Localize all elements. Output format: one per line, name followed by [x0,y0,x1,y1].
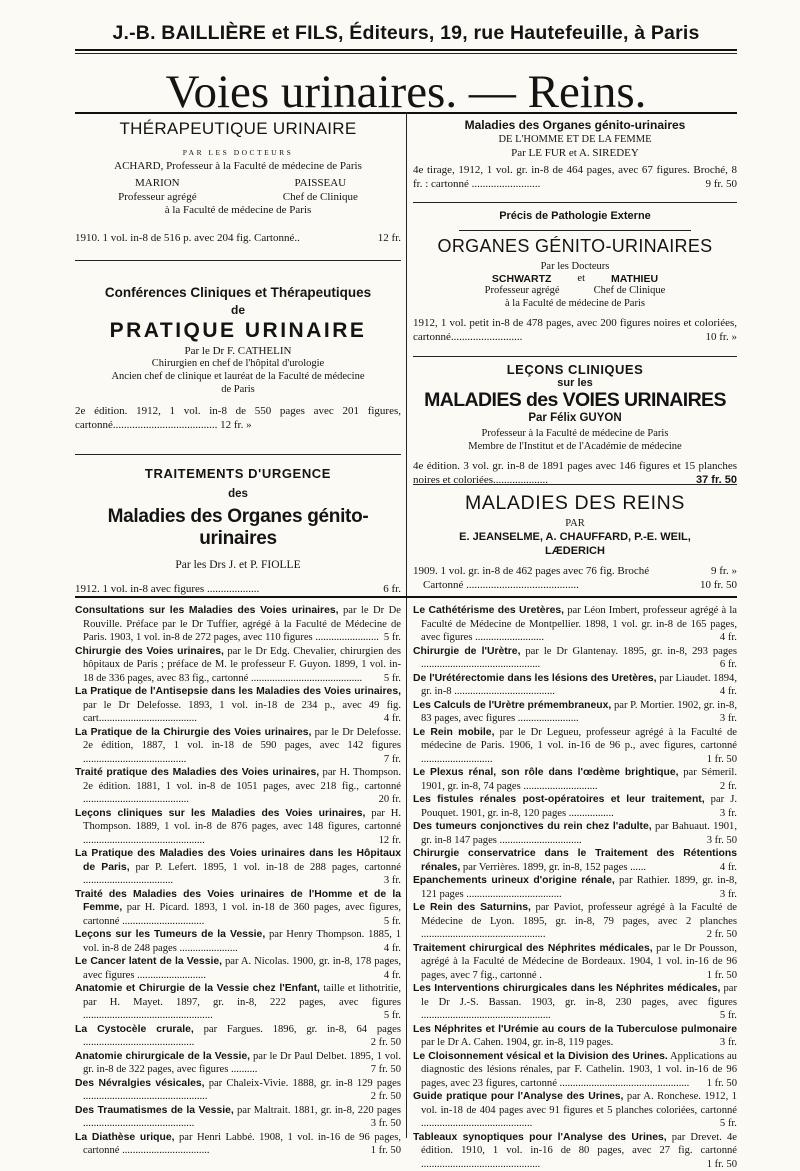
entry-title: Le Cloisonnement vésical et la Division des Urines. [413,1051,668,1062]
divider [75,260,401,261]
ad-details: 4e tirage, 1912, 1 vol. gr. in-8 de 464 pages, avec 67 figures. Broché, 8 fr. : cartonné ......................... 9 fr. 50 [413,163,737,191]
catalogue-entry [413,1131,737,1171]
ad-author: ACHARD, Professeur à la Faculté de médecine de Paris [75,160,401,173]
catalogue-entry [75,604,401,645]
catalogue-entry [75,1050,401,1077]
header-rule-top [75,49,737,51]
ad-price: 10 fr. 50 [700,578,737,592]
ad-faculty: à la Faculté de médecine de Paris [75,204,401,217]
entry-text: par le Dr Edg. Chevalier, chirurgien des hôpitaux de Paris ; préface de M. le professeur F. Guyon. 1899, 1 vol. in-18 de 336 pages, avec 83 fig., cartonné .......................................... [83,646,401,684]
main-title: Voies urinaires. — Reins. [75,66,737,118]
publisher-header: J.-B. BAILLIÈRE et FILS, Éditeurs, 19, rue Hautefeuille, à Paris [75,22,737,45]
entry-title: Les Calculs de l'Urètre prémembraneux, [413,700,611,711]
coauthor-name: PAISSEAU [283,176,358,190]
entry-title: Leçons cliniques sur les Maladies des Voies urinaires, [75,808,365,819]
entry-price: 3 fr. [728,888,737,902]
ad-pretitle: Conférences Cliniques et Thérapeutiques [75,284,401,301]
ad-lecons-cliniques [413,362,737,487]
entry-title: Guide pratique pour l'Analyse des Urines, [413,1091,623,1102]
entry-text: par Bahuaut. 1901, gr. in-8 147 pages ............................... [421,821,737,846]
ad-details: 1910. 1 vol. in-8 de 516 p. avec 204 fig. Cartonné.. 12 fr. [75,231,401,245]
entry-text: par Verrières. 1899, gr. in-8, 152 pages ...... [460,862,646,873]
entry-price: 20 fr. [387,793,401,807]
catalogue-entry [75,847,401,888]
entry-title: De l'Urétérectomie dans les lésions des Uretères, [413,673,657,684]
entry-price: 3 fr. [728,807,737,821]
entry-price: 3 fr. [728,1036,737,1050]
entry-text: par Drevet. 4e édition. 1910, 1 vol. in-16 de 80 pages, avec 27 fig. cartonné ............................................. [421,1132,737,1170]
entry-title: La Cystocèle crurale, [75,1024,194,1035]
ad-authors: LÆDERICH [413,544,737,558]
entry-title: Le Cancer latent de la Vessie, [75,956,222,967]
entry-title: Le Cathétérisme des Uretères, [413,605,564,616]
ad-price: 10 fr. » [706,330,737,344]
ad-price: 12 fr. » [220,419,251,431]
catalogue-entry [413,847,737,874]
entry-text: par le Dr Glantenay. 1895, gr. in-8, 293 pages ............................................. [421,646,737,671]
entry-text: par le Dr Delefosse. 1893, 1 vol. in-18 de 234 p., avec 49 fig. cart..................................... [83,700,401,725]
entry-text: par Henri Labbé. 1908, 1 vol. in-16 de 96 pages, cartonné ................................. [83,1132,401,1157]
ad-pratique-urinaire [75,284,401,432]
entry-price: 7 fr. [392,753,401,767]
catalogue-page [75,0,737,1146]
entries-list-right [413,604,737,1171]
entry-price: 1 fr. 50 [715,1077,737,1091]
entry-text: par H. Thompson. 2e édition. 1881, 1 vol. in-8 de 1051 pages, avec 218 fig., cartonné ........................................ [83,767,401,805]
ad-role: de Paris [75,383,401,396]
entry-title: Tableaux synoptiques pour l'Analyse des Urines, [413,1132,667,1143]
entry-title: La Diathèse urique, [75,1132,175,1143]
ad-traitements-urgence [75,466,401,596]
ad-title: THÉRAPEUTIQUE URINAIRE [75,118,401,140]
entry-title: Les Néphrites et l'Urémie au cours de la Tuberculose pulmonaire [413,1024,737,1035]
ad-role: Chirurgien en chef de l'hôpital d'urologie [75,357,401,370]
catalogue-entry [75,1131,401,1158]
catalogue-entry [75,685,401,726]
entry-text: par Sémeril. 1901, gr. in-8, 74 pages ............................ [421,767,737,792]
entry-title: Le Rein mobile, [413,727,494,738]
entry-title: Consultations sur les Maladies des Voies urinaires, [75,605,339,616]
catalogue-entry [75,888,401,929]
coauthor-role: Chef de Clinique [283,190,358,204]
ad-subtitle: Maladies des Organes génito-urinaires [75,506,401,550]
entry-title: La Pratique de la Chirurgie des Voies urinaires, [75,727,311,738]
coauthor-name: MATHIEU [611,273,658,285]
entry-title: Traité des Maladies des Voies urinaires de l'Homme et de la Femme, [75,889,401,914]
entry-title: Des Traumatismes de la Vessie, [75,1105,234,1116]
ad-details: 1912, 1 vol. petit in-8 de 478 pages, avec 200 figures noires et coloriées, cartonné.......................... 10 fr. » [413,316,737,344]
ad-coauthors [75,176,401,204]
coauthor-name: SCHWARTZ [492,273,552,285]
catalogue-entry [413,645,737,672]
coauthor-role: Professeur agrégé [118,190,197,204]
entry-title: Leçons sur les Tumeurs de la Vessie, [75,929,265,940]
ad-price: 6 fr. [383,582,401,596]
entry-text: par J. Pouquet. 1901, gr. in-8, 120 pages ................. [421,794,737,819]
entry-title: Anatomie chirurgicale de la Vessie, [75,1051,250,1062]
entry-title: Chirurgie de l'Urètre, [413,646,520,657]
entry-title: Traité pratique des Maladies des Voies urinaires, [75,767,319,778]
ad-maladies-reins [413,492,737,592]
catalogue-entry [413,874,737,901]
entry-price: 5 fr. [392,1009,401,1023]
entry-title: La Pratique des Maladies des Voies urinaires dans les Hôpitaux de Paris, [75,848,401,873]
ad-des: des [75,488,401,500]
entry-title: Des tumeurs conjonctives du rein chez l'adulte, [413,821,652,832]
entry-price: 2 fr. 50 [715,928,737,942]
ad-coauthor-roles: Professeur agrégé Chef de Clinique [413,285,737,297]
entry-text: par Rathier. 1899, gr. in-8, 121 pages .................................... [421,875,737,900]
ad-author: Par le Dr F. CATHELIN [75,345,401,357]
catalogue-entry [413,604,737,645]
ad-de: de [75,303,401,317]
ad-role: Professeur à la Faculté de médecine de Paris [413,427,737,440]
right-ads-column [413,112,737,596]
entry-title: Chirurgie des Voies urinaires, [75,646,224,657]
column-divider-bottom [406,598,407,1138]
ad-details: Cartonné ......................................... 10 fr. 50 [413,578,737,592]
ad-sur: sur les [413,377,737,389]
entry-title: Les Interventions chirurgicales dans les Néphrites médicales, [413,983,720,994]
catalogue-entry [75,1104,401,1131]
entry-text: Applications au diagnostic des lésions rénales, par F. Cathelin. 1903, 1 vol. in-16 de 96 pages, avec 23 figures, cartonné ................................................. [421,1051,737,1089]
entry-title: Le Plexus rénal, son rôle dans l'œdème brightique, [413,767,679,778]
entry-text: par A. Ronchese. 1912, 1 vol. in-18 de 404 pages avec 91 figures et 5 planches coloriées, cartonné .......................................... [421,1091,737,1129]
ad-title: TRAITEMENTS D'URGENCE [75,466,401,481]
ad-pretitle: Précis de Pathologie Externe [413,210,737,222]
entry-text: par P. Lefert. 1895, 1 vol. in-18 de 288 pages, cartonné .................................. [83,862,401,887]
ad-price: 12 fr. [378,231,401,245]
catalogue-entry [75,1023,401,1050]
entry-price: 5 fr. [728,1117,737,1131]
catalogue-entry [75,1077,401,1104]
entry-text: par H. Picard. 1893, 1 vol. in-18 de 360 pages, avec figures, cartonné ............................... [83,902,401,927]
entry-text: par le Dr A. Cahen. 1904, gr. in-8, 119 pages. [421,1037,613,1048]
ad-price: 9 fr. 50 [706,177,737,191]
ad-title: MALADIES des VOIES URINAIRES [413,389,737,412]
ad-maladies-organes [413,118,737,191]
entry-text: par le Dr Pousson, agrégé à la Faculté de Médecine de Bordeaux. 1904, 1 vol. in-16 de 96 pages, avec 7 fig., cartonné . [421,943,737,981]
ad-organes-genito [413,210,737,344]
entry-text: par Chaleix-Vivie. 1888, gr. in-8 129 pages ............................................... [83,1078,401,1103]
ad-subtitle: DE L'HOMME ET DE LA FEMME [413,133,737,146]
entry-text: par Léon Imbert, professeur agrégé à la Faculté de Médecine de Montpellier. 1898, 1 vol. gr. in-8 de 165 pages, avec figures .......................... [421,605,737,643]
entry-title: Traitement chirurgical des Néphrites médicales, [413,943,653,954]
entry-title: Le Rein des Saturnins, [413,902,531,913]
catalogue-entry [75,982,401,1023]
ad-title: PRATIQUE URINAIRE [75,319,401,343]
entry-title: Les fistules rénales post-opératoires et leur traitement, [413,794,705,805]
entry-text: par le Dr Delefosse. 2e édition, 1887, 1 vol. in-18 de 590 pages, avec 142 figures ....................................... [83,727,401,765]
catalogue-entry [413,672,737,699]
entry-price: 2 fr. 50 [379,1036,401,1050]
ad-role: Ancien chef de clinique et lauréat de la Faculté de médecine [75,370,401,383]
ad-par: PAR [413,517,737,530]
entry-price: 4 fr. [728,685,737,699]
entry-price: 5 fr. [728,1009,737,1023]
catalogue-entry [413,699,737,726]
entry-text: par Liaudet. 1894, gr. in-8 ...................................... [421,673,737,698]
entry-price: 4 fr. [728,631,737,645]
catalogue-entry [413,793,737,820]
entry-title: Chirurgie conservatrice dans le Traitement des Rétentions rénales, [413,848,737,873]
entry-text: par Paviot, professeur agrégé à la Faculté de Médecine de Lyon. 1895, gr. in-8, 79 pages, avec 2 planches ............................................... [421,902,737,940]
catalogue-entry [75,955,401,982]
entry-price: 4 fr. [728,861,737,875]
catalogue-entry [413,766,737,793]
entry-price: 1 fr. 50 [715,969,737,983]
catalogue-entry [75,645,401,686]
ad-faculty: à la Faculté de médecine de Paris [413,297,737,310]
coauthor-name: MARION [118,176,197,190]
catalogue-entry [75,928,401,955]
entry-text: par Henry Thompson. 1885, 1 vol. in-8 de 248 pages ...................... [83,929,401,954]
ad-title: MALADIES DES REINS [413,492,737,515]
ad-details: 2e édition. 1912, 1 vol. in-8 de 550 pages avec 201 figures, cartonné...................................... 12 fr. » [75,404,401,432]
entry-price: 12 fr. [387,834,401,848]
catalogue-entry [413,726,737,767]
catalogue-entry [413,982,737,1023]
entry-text: par le Dr J.-S. Bassan. 1903, gr. in-8, 230 pages, avec figures ................................................. [421,983,737,1021]
entry-text: par le Dr Legueu, professeur agrégé à la Faculté de médecine de Paris. 1906, 1 vol. in-16 de 96 p., avec figures, cartonné ........................... [421,727,737,765]
ad-author: Par Félix GUYON [413,412,737,424]
ad-details: 1909. 1 vol. gr. in-8 de 462 pages avec 76 fig. Broché 9 fr. » [413,564,737,578]
entry-text: par H. Thompson. 1889, 1 vol. in-8 de 876 pages, avec 148 figures, cartonné .............................................. [83,808,401,846]
catalogue-entry [413,1050,737,1091]
entry-price: 5 fr. [392,672,401,686]
entries-left-column [75,604,401,1158]
entry-price: 1 fr. 50 [715,1158,737,1171]
entry-text: par P. Mortier. 1902, gr. in-8, 83 pages, avec figures ....................... [421,700,737,725]
catalogue-entry [413,820,737,847]
entry-text: par Fargues. 1896, gr. in-8, 64 pages .......................................... [83,1024,401,1049]
entry-price: 3 fr. [392,874,401,888]
entry-text: par le Dr Paul Delbet. 1895, 1 vol. gr. in-8 de 322 pages, avec figures .......... [83,1051,401,1076]
entry-price: 4 fr. [392,942,401,956]
entry-price: 6 fr. [728,658,737,672]
entry-text: par Maltrait. 1881, gr. in-8, 220 pages .......................................... [83,1105,401,1130]
entry-price: 1 fr. 50 [379,1144,401,1158]
ad-title: ORGANES GÉNITO-URINAIRES [413,236,737,257]
left-ads-column [75,112,401,596]
entry-title: La Pratique de l'Antisepsie dans les Maladies des Voies urinaires, [75,686,401,697]
ad-author: Par LE FUR et A. SIREDEY [413,147,737,159]
catalogue-entry [413,1090,737,1131]
entry-price: 3 fr. 50 [715,834,737,848]
entry-price: 4 fr. [392,712,401,726]
catalogue-entry [413,901,737,942]
entry-price: 2 fr. 50 [379,1090,401,1104]
ad-title: Maladies des Organes génito-urinaires [413,118,737,133]
ad-par: PAR LES DOCTEURS [75,148,401,157]
entry-price: 3 fr. 50 [379,1117,401,1131]
ad-pretitle: LEÇONS CLINIQUES [413,362,737,377]
column-divider-top [406,112,407,596]
entry-price: 4 fr. [392,969,401,983]
divider [413,356,737,357]
entry-price: 1 fr. 50 [715,753,737,767]
entry-price: 3 fr. [728,712,737,726]
catalogue-entry [75,726,401,767]
entry-title: Epanchements urineux d'origine rénale, [413,875,615,886]
entries-list-left [75,604,401,1158]
entry-price: 5 fr. [392,915,401,929]
catalogue-entry [413,1023,737,1050]
entry-price: 2 fr. [728,780,737,794]
divider [75,454,401,455]
ad-role: Membre de l'Institut et de l'Académie de médecine [413,440,737,453]
entries-right-column [413,604,737,1171]
catalogue-entry [75,807,401,848]
ad-details: 4e édition. 3 vol. gr. in-8 de 1891 pages avec 146 figures et 15 planches noires et coloriées.................... 37 fr. 50 [413,459,737,487]
entry-price: 5 fr. [392,631,401,645]
catalogue-entry [75,766,401,807]
ad-par: Par les Docteurs [413,260,737,273]
entry-price: 7 fr. 50 [379,1063,401,1077]
divider [413,484,737,485]
ad-author: Par les Drs J. et P. FIOLLE [75,559,401,571]
ad-therapeutique-urinaire [75,118,401,245]
ad-price: 37 fr. 50 [696,473,737,487]
ad-authors: E. JEANSELME, A. CHAUFFARD, P.-E. WEIL, [413,530,737,544]
ad-coauthors: SCHWARTZ et MATHIEU [413,273,737,285]
entry-text: par A. Nicolas. 1900, gr. in-8, 178 pages, avec figures .......................... [83,956,401,981]
divider [413,202,737,203]
entry-title: Des Névralgies vésicales, [75,1078,205,1089]
divider-short [459,230,691,231]
header-rule-bottom [75,53,737,54]
ad-details: 1912. 1 vol. in-8 avec figures ................... 6 fr. [75,582,401,596]
entry-title: Anatomie et Chirurgie de la Vessie chez l'Enfant, [75,983,320,994]
entry-text: par le Dr De Rouville. Préface par le Dr Tuffier, agrégé à la Faculté de Médecine de Paris. 1903, 1 vol. in-8 de 272 pages, avec 110 figures ........................ [83,605,401,643]
catalogue-entry [413,942,737,983]
ad-price: 9 fr. » [711,564,737,578]
entry-text: taille et lithotritie, par H. Mayet. 1897, gr. in-8, 222 pages, avec figures ................................................. [83,983,401,1021]
